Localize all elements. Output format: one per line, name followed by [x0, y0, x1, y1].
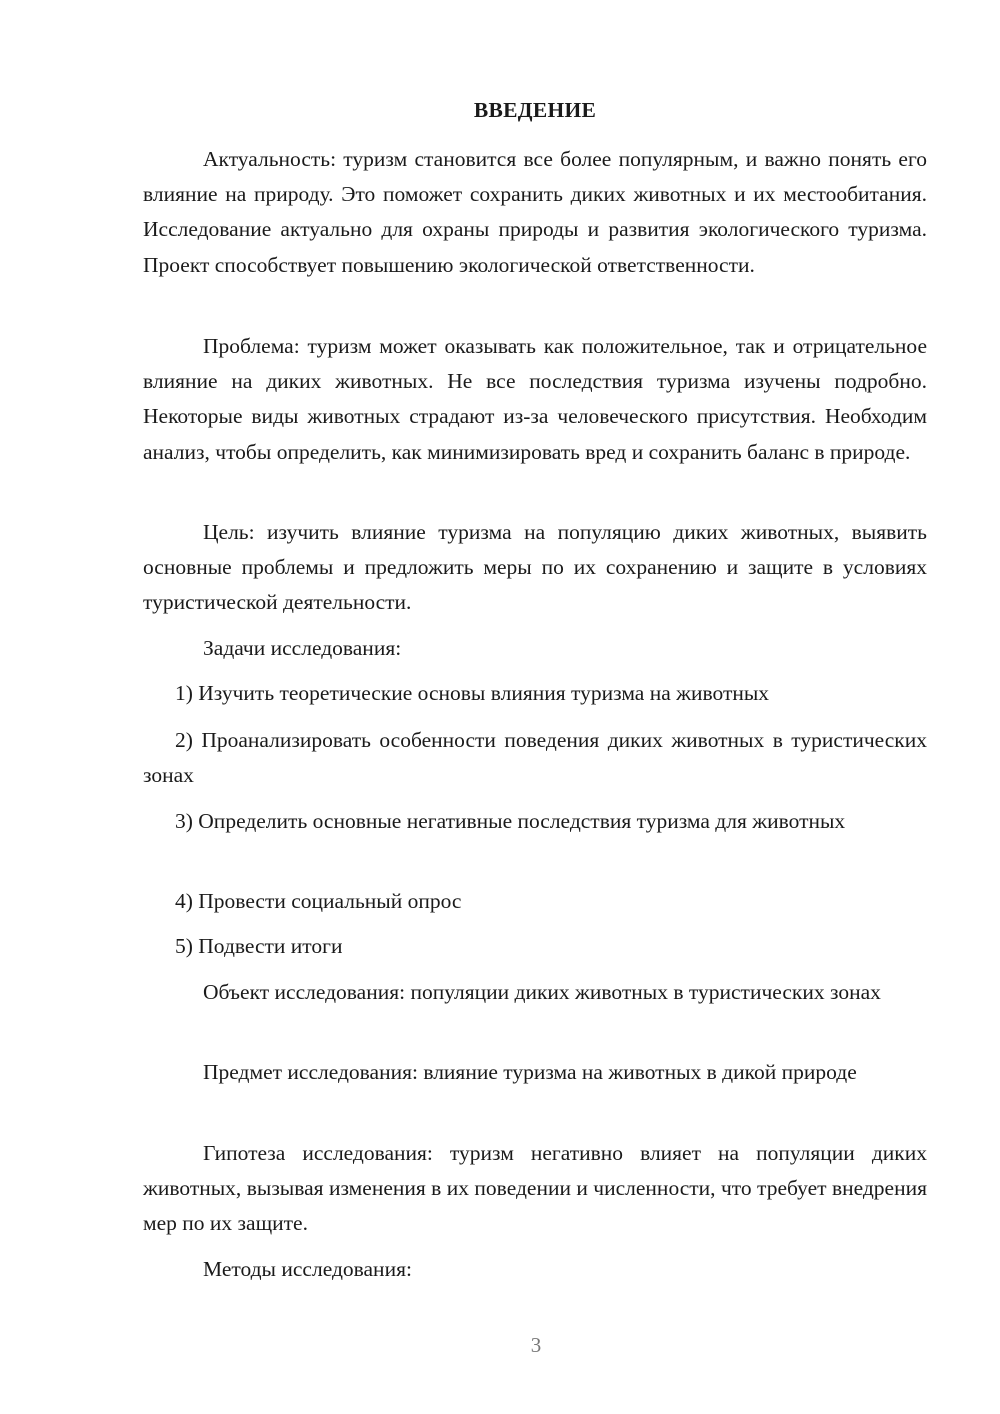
paragraph-goal: Цель: изучить влияние туризма на популяцию диких животных, выявить основные проблемы и предложить меры по их сохранению и защите в условиях туристической деятельности. [143, 520, 927, 615]
task-item-5: 5) Подвести итоги [175, 934, 343, 958]
task-item-4: 4) Провести социальный опрос [175, 889, 462, 913]
page-number: 3 [530, 1333, 542, 1357]
section-title: ВВЕДЕНИЕ [473, 98, 597, 122]
paragraph-problem: Проблема: туризм может оказывать как положительное, так и отрицательное влияние на диких животных. Не все последствия туризма изучены подробно. Некоторые виды животных страдают из-за человеческого присутствия. Необходим анализ, чтобы определить, как минимизировать вред и сохранить баланс в природе. [143, 334, 927, 464]
task-item-3: 3) Определить основные негативные последствия туризма для животных [175, 809, 846, 833]
paragraph-object: Объект исследования: популяции диких животных в туристических зонах [203, 980, 881, 1004]
tasks-heading: Задачи исследования: [203, 636, 402, 660]
task-item-1: 1) Изучить теоретические основы влияния туризма на животных [175, 681, 770, 705]
paragraph-subject: Предмет исследования: влияние туризма на животных в дикой природе [203, 1060, 857, 1084]
methods-heading: Методы исследования: [203, 1257, 412, 1281]
paragraph-hypothesis: Гипотеза исследования: туризм негативно влияет на популяции диких животных, вызывая изменения в их поведении и численности, что требует внедрения мер по их защите. [143, 1141, 927, 1236]
task-item-2: 2) Проанализировать особенности поведения диких животных в туристических зонах [143, 728, 927, 788]
paragraph-relevance: Актуальность: туризм становится все более популярным, и важно понять его влияние на природу. Это поможет сохранить диких животных и их местообитания. Исследование актуально для охраны природы и развития экологического туризма. Проект способствует повышению экологической ответственности. [143, 147, 927, 277]
